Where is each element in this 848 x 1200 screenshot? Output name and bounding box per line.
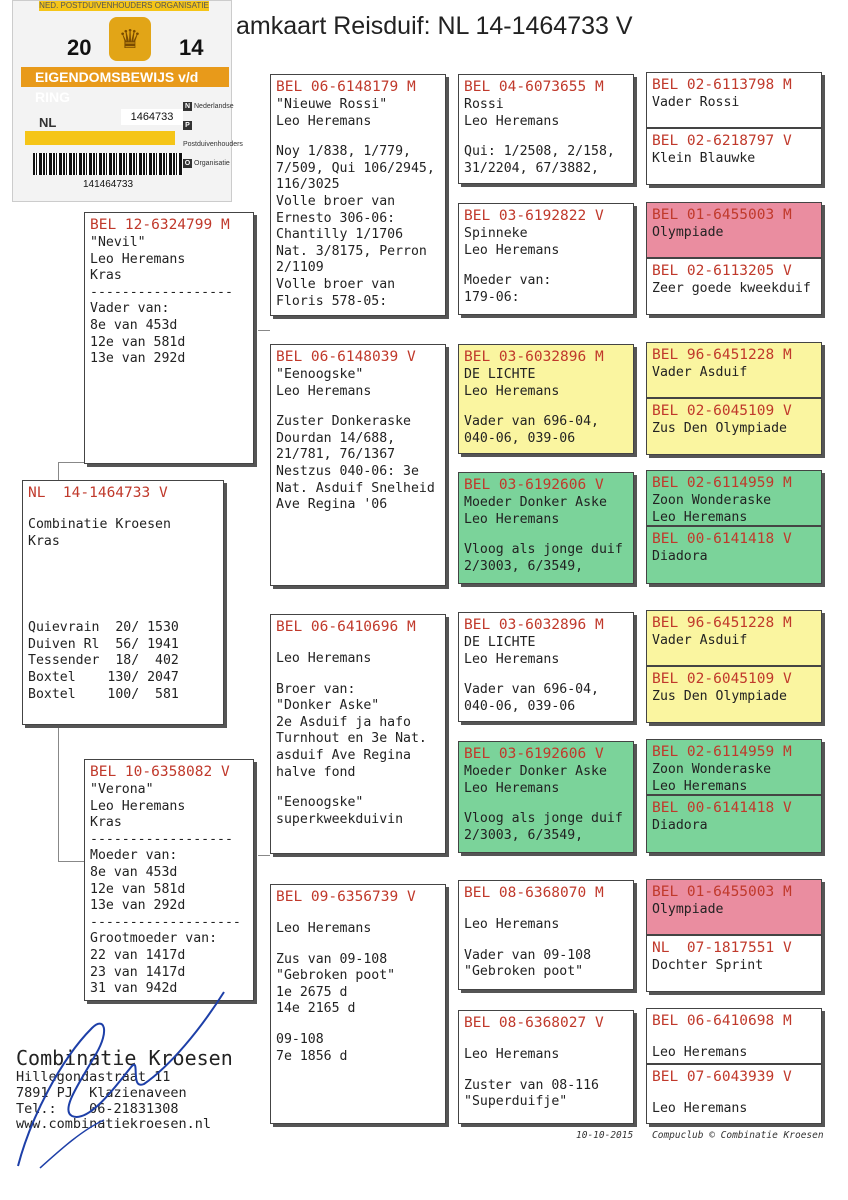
pedigree-line: Duiven Rl 56/ 1941	[28, 636, 179, 652]
connector-line	[258, 855, 270, 856]
pedigree-line: Quievrain 20/ 1530	[28, 620, 179, 636]
ring-number-header: BEL 02-6113798 M	[652, 77, 792, 93]
pedigree-line: 2/1109	[276, 260, 324, 276]
ring-number-header: BEL 06-6148039 V	[276, 349, 416, 365]
pedigree-line: 13e van 292d	[90, 898, 186, 914]
pedigree-line	[464, 130, 628, 144]
pedigree-line: 09-108	[276, 1031, 324, 1047]
pedigree-line: 1e 2675 d	[276, 984, 348, 1000]
pedigree-line: 179-06:	[464, 289, 520, 305]
pedigree-line: Dochter Sprint	[652, 958, 764, 973]
gg12-box	[646, 795, 822, 853]
pedigree-line: 31/2204, 67/3882,	[464, 160, 599, 176]
gg10-box	[646, 666, 822, 723]
gg3-box	[646, 202, 822, 258]
owner-phone: Tel.: 06-21831308	[16, 1100, 179, 1117]
pedigree-line: "Superduifje"	[464, 1094, 568, 1110]
pedigree-line: 21/781, 76/1367	[276, 447, 396, 463]
pedigree-line: 116/3025	[276, 177, 340, 193]
ring-number-header: BEL 08-6368027 V	[464, 1015, 604, 1031]
pedigree-line: "Verona"	[90, 782, 154, 797]
gg11-box	[646, 739, 822, 795]
pedigree-line: Vader van:	[90, 301, 170, 317]
connector-line	[58, 462, 84, 463]
pedigree-line	[464, 1033, 628, 1047]
subject-pigeon-box	[22, 480, 224, 725]
pedigree-line: "Donker Aske"	[276, 698, 380, 714]
owner-street: Hillegondastraat 11	[16, 1069, 171, 1085]
pedigree-line: ------------------	[90, 284, 233, 300]
sire-dam-box	[270, 344, 446, 586]
pedigree-line	[276, 1018, 440, 1032]
gg5-box	[646, 342, 822, 398]
ring-number-header: BEL 03-6192606 V	[464, 746, 604, 762]
pedigree-line	[28, 592, 218, 606]
pedigree-line	[464, 934, 628, 948]
pedigree-line: Nestzus 040-06: 3e	[276, 463, 419, 479]
pedigree-line: Broer van:	[276, 681, 356, 697]
pedigree-line: 13e van 292d	[90, 351, 186, 367]
sd-dam-box	[458, 472, 634, 584]
barcode	[33, 153, 183, 175]
pedigree-line: "Nevil"	[90, 235, 146, 250]
pedigree-line: "Gebroken poot"	[276, 968, 396, 984]
pedigree-line	[464, 528, 628, 542]
pedigree-line: Volle broer van	[276, 276, 396, 292]
connector-line	[58, 861, 84, 862]
ring-number-header: BEL 02-6218797 V	[652, 133, 792, 149]
pedigree-line: Vader Asduif	[652, 633, 748, 648]
ds-dam-box	[458, 741, 634, 853]
dd-sire-box	[458, 880, 634, 990]
page-title: amkaart Reisduif: NL 14-1464733 V	[236, 12, 633, 40]
pedigree-line: Vader van 696-04,	[464, 414, 599, 430]
pedigree-line: Grootmoeder van:	[90, 931, 218, 947]
ring-number-header: BEL 02-6114959 M	[652, 475, 792, 491]
connector-line	[58, 462, 59, 480]
owner-website: www.combinatiekroesen.nl	[16, 1116, 212, 1133]
pedigree-line: Boxtel 130/ 2047	[28, 669, 179, 685]
pedigree-line: Zeer goede kweekduif	[652, 281, 811, 296]
ring-number-header: BEL 03-6192606 V	[464, 477, 604, 493]
pedigree-line	[28, 578, 218, 592]
pedigree-line: Ernesto 306-06:	[276, 210, 396, 226]
pedigree-line: Vloog als jonge duif	[464, 542, 623, 558]
pedigree-line: "Eenoogske"	[276, 795, 364, 811]
connector-line	[258, 330, 270, 331]
print-date: 10-10-2015	[576, 1130, 634, 1141]
dd-dam-box	[458, 1010, 634, 1124]
pedigree-line: Diadora	[652, 549, 708, 564]
pedigree-line: Olympiade	[652, 225, 724, 240]
pedigree-line: Moeder Donker Aske	[464, 764, 607, 779]
ring-year-right: 14	[179, 35, 204, 60]
pedigree-line	[28, 564, 218, 578]
pedigree-line	[652, 1031, 816, 1045]
pedigree-line	[464, 400, 628, 414]
gg7-box	[646, 470, 822, 526]
pedigree-line	[464, 1064, 628, 1078]
dam-dam-box	[270, 884, 446, 1124]
pedigree-line: Zoon Wonderaske	[652, 762, 772, 777]
pedigree-line: Leo Heremans	[276, 651, 372, 666]
gg4-box	[646, 258, 822, 315]
pedigree-line	[276, 637, 440, 651]
ring-number-header: BEL 08-6368070 M	[464, 885, 604, 901]
ring-number-header: BEL 00-6141418 V	[652, 800, 792, 816]
handwritten-signature	[0, 970, 240, 1180]
pedigree-line: Leo Heremans	[652, 1045, 748, 1060]
pedigree-line: Zus Den Olympiade	[652, 689, 787, 704]
pedigree-line	[464, 797, 628, 811]
pedigree-line: Vader van 696-04,	[464, 682, 599, 698]
ring-number-header: BEL 02-6045109 V	[652, 671, 792, 687]
ring-number-header: BEL 03-6032896 M	[464, 349, 604, 365]
pedigree-line: Boxtel 100/ 581	[28, 686, 179, 702]
ring-number: 1464733	[121, 109, 183, 125]
pedigree-line	[276, 781, 440, 795]
ring-org-label: NED. POSTDUIVENHOUDERS ORGANISATIE	[39, 1, 209, 10]
connector-line	[58, 723, 59, 861]
pedigree-line: Qui: 1/2508, 2/158,	[464, 144, 615, 160]
npo-legend: N Nederlandse PPostduivenhouders O Organisatie	[183, 103, 243, 167]
pedigree-line: Floris 578-05:	[276, 293, 388, 309]
pedigree-line: 22 van 1417d	[90, 947, 186, 963]
pedigree-line	[28, 606, 218, 620]
pedigree-line: Vloog als jonge duif	[464, 811, 623, 827]
pedigree-line: 7e 1856 d	[276, 1048, 348, 1064]
pedigree-line: halve fond	[276, 764, 356, 780]
pedigree-line: Leo Heremans	[464, 242, 560, 258]
pedigree-line: Leo Heremans	[464, 651, 560, 667]
ring-number-header: BEL 96-6451228 M	[652, 615, 792, 631]
pedigree-line: Kras	[90, 268, 122, 284]
sire-box	[84, 212, 254, 464]
ring-number-header: BEL 12-6324799 M	[90, 217, 230, 233]
pedigree-line: Volle broer van	[276, 193, 396, 209]
gg2-box	[646, 128, 822, 185]
pedigree-line: DE LICHTE	[464, 635, 536, 650]
ring-number-header: BEL 96-6451228 M	[652, 347, 792, 363]
pedigree-line: Leo Heremans	[464, 1047, 560, 1062]
pedigree-line: Vader van 09-108	[464, 947, 592, 963]
ring-number-header: BEL 10-6358082 V	[90, 764, 230, 780]
pedigree-line: "Gebroken poot"	[464, 964, 584, 980]
ss-dam-box	[458, 203, 634, 315]
pedigree-line: Leo Heremans	[276, 383, 372, 399]
pedigree-line: Leo Heremans	[464, 383, 560, 399]
pedigree-line: ------------------	[90, 831, 233, 847]
gg1-box	[646, 72, 822, 128]
pedigree-line: Vader Rossi	[652, 95, 740, 110]
pedigree-line: DE LICHTE	[464, 367, 536, 382]
ring-number-header: BEL 02-6114959 M	[652, 744, 792, 760]
sire-sire-box	[270, 74, 446, 316]
pedigree-line: Chantilly 1/1706	[276, 227, 404, 243]
gg6-box	[646, 398, 822, 455]
pedigree-line: Leo Heremans	[276, 921, 372, 936]
pedigree-line: Olympiade	[652, 902, 724, 917]
ring-number-header: BEL 01-6455003 M	[652, 207, 792, 223]
lion-emblem-icon: ♛	[109, 17, 151, 61]
owner-city: 7891 PJ Klazienaveen	[16, 1084, 187, 1101]
pedigree-line: 7/509, Qui 106/2945,	[276, 160, 435, 176]
pedigree-line: -------------------	[90, 914, 241, 930]
pedigree-line	[652, 1087, 816, 1101]
pedigree-line: Kras	[90, 815, 122, 831]
pedigree-line: Moeder van:	[90, 848, 178, 864]
pedigree-line: 23 van 1417d	[90, 964, 186, 980]
pedigree-line: superkweekduivin	[276, 811, 404, 827]
pedigree-line	[28, 550, 218, 564]
pedigree-line: Leo Heremans	[464, 917, 560, 932]
ring-year-left: 20	[67, 35, 92, 60]
pedigree-line: Spinneke	[464, 226, 528, 241]
pedigree-line: Nat. 3/8175, Perron	[276, 243, 427, 259]
ring-number-header: NL 07-1817551 V	[652, 940, 792, 956]
ring-number-header: BEL 04-6073655 M	[464, 79, 604, 95]
pedigree-line	[276, 400, 440, 414]
pedigree-line: 2e Asduif ja hafo	[276, 714, 411, 730]
pedigree-line: Leo Heremans	[90, 251, 186, 267]
pedigree-line: Tessender 18/ 402	[28, 653, 179, 669]
pedigree-line: 31 van 942d	[90, 981, 178, 997]
pedigree-line: 8e van 453d	[90, 317, 178, 333]
gg15-box	[646, 1008, 822, 1064]
pedigree-line: asduif Ave Regina	[276, 747, 411, 763]
pedigree-line: Leo Heremans	[464, 780, 560, 796]
gg14-box	[646, 935, 822, 992]
pedigree-line	[276, 938, 440, 952]
pedigree-line: Kras	[28, 533, 60, 549]
ring-number-header: BEL 00-6141418 V	[652, 531, 792, 547]
ring-number-header: BEL 01-6455003 M	[652, 884, 792, 900]
credit-line: Compuclub © Combinatie Kroesen	[652, 1130, 824, 1141]
ring-ownership-card	[12, 0, 243, 202]
ring-number-header: NL 14-1464733 V	[28, 485, 168, 501]
pedigree-line: Zus van 09-108	[276, 951, 388, 967]
pedigree-line: Moeder Donker Aske	[464, 495, 607, 510]
ring-yellow-strip	[25, 131, 175, 145]
pedigree-line: Rossi	[464, 97, 504, 112]
pedigree-line	[276, 907, 440, 921]
pedigree-line: Zuster Donkeraske	[276, 414, 411, 430]
ring-number-header: BEL 06-6410698 M	[652, 1013, 792, 1029]
pedigree-line	[276, 668, 440, 682]
gg16-box	[646, 1064, 822, 1124]
pedigree-line: Nat. Asduif Snelheid	[276, 480, 435, 496]
ring-number-header: BEL 06-6148179 M	[276, 79, 416, 95]
pedigree-line: Leo Heremans	[464, 113, 560, 129]
pedigree-line	[464, 259, 628, 273]
owner-name: Combinatie Kroesen	[16, 1046, 233, 1070]
ring-country: NL	[39, 115, 57, 130]
ds-sire-box	[458, 612, 634, 722]
pedigree-line: Ave Regina '06	[276, 497, 388, 513]
pedigree-line	[28, 503, 218, 517]
ring-number-header: BEL 07-6043939 V	[652, 1069, 792, 1085]
ring-card-label: EIGENDOMSBEWIJS v/d RING	[21, 67, 229, 87]
ring-number-header: BEL 09-6356739 V	[276, 889, 416, 905]
pedigree-line: Turnhout en 3e Nat.	[276, 731, 427, 747]
pedigree-line: "Eenoogske"	[276, 367, 364, 382]
pedigree-line: 040-06, 039-06	[464, 698, 576, 714]
pedigree-line: Zus Den Olympiade	[652, 421, 787, 436]
pedigree-line: Leo Heremans	[276, 113, 372, 129]
pedigree-line: 040-06, 039-06	[464, 430, 576, 446]
pedigree-line: Leo Heremans	[652, 509, 748, 525]
gg9-box	[646, 610, 822, 666]
pedigree-line: Noy 1/838, 1/779,	[276, 144, 411, 160]
pedigree-line: Diadora	[652, 818, 708, 833]
pedigree-line	[464, 668, 628, 682]
pedigree-line: Klein Blauwke	[652, 151, 756, 166]
pedigree-line: Dourdan 14/688,	[276, 430, 396, 446]
pedigree-line: Zoon Wonderaske	[652, 493, 772, 508]
sd-sire-box	[458, 344, 634, 454]
pedigree-line: 2/3003, 6/3549,	[464, 827, 584, 843]
gg8-box	[646, 526, 822, 584]
ring-number-header: BEL 06-6410696 M	[276, 619, 416, 635]
ring-number-header: BEL 02-6113205 V	[652, 263, 792, 279]
ss-sire-box	[458, 74, 634, 184]
pedigree-line	[276, 130, 440, 144]
gg13-box	[646, 879, 822, 935]
pedigree-line: Leo Heremans	[652, 1101, 748, 1116]
barcode-number: 141464733	[83, 179, 134, 190]
dam-box	[84, 759, 254, 1001]
pedigree-line: 8e van 453d	[90, 864, 178, 880]
dam-sire-box	[270, 614, 446, 854]
pedigree-line: 2/3003, 6/3549,	[464, 558, 584, 574]
pedigree-line: Moeder van:	[464, 273, 552, 289]
pedigree-line: "Nieuwe Rossi"	[276, 97, 388, 112]
pedigree-line: Leo Heremans	[464, 511, 560, 527]
pedigree-line: 14e 2165 d	[276, 1001, 356, 1017]
pedigree-line: Zuster van 08-116	[464, 1077, 599, 1093]
pedigree-line: 12e van 581d	[90, 881, 186, 897]
pedigree-line: Vader Asduif	[652, 365, 748, 380]
pedigree-line: Combinatie Kroesen	[28, 517, 171, 532]
pedigree-line: Leo Heremans	[652, 778, 748, 794]
pedigree-line	[464, 903, 628, 917]
ring-number-header: BEL 03-6192822 V	[464, 208, 604, 224]
pedigree-line: Leo Heremans	[90, 798, 186, 814]
ring-number-header: BEL 02-6045109 V	[652, 403, 792, 419]
ring-number-header: BEL 03-6032896 M	[464, 617, 604, 633]
pedigree-line: 12e van 581d	[90, 334, 186, 350]
